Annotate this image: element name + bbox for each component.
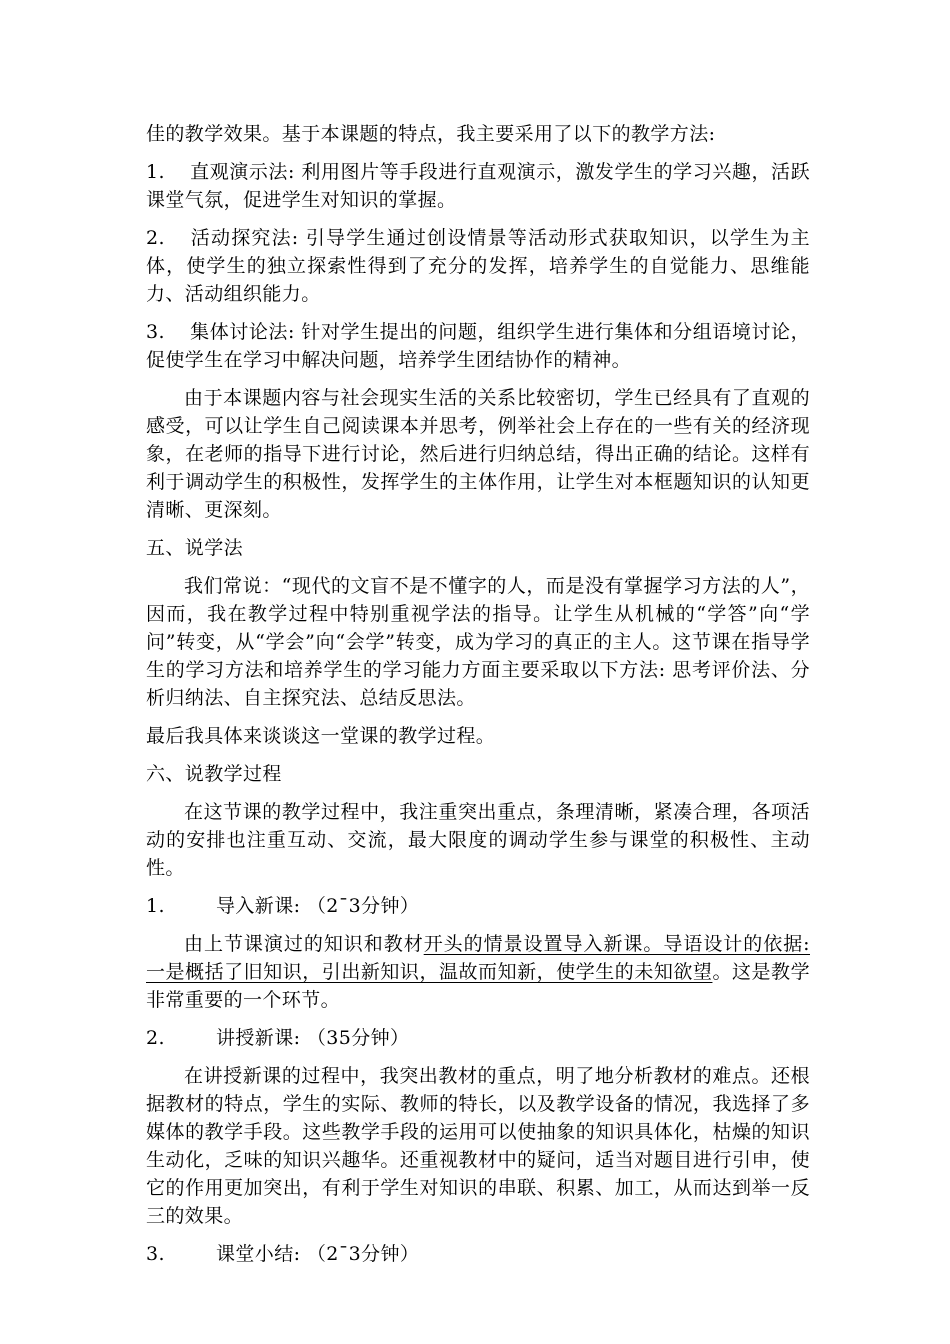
paragraph-teach-detail: 在讲授新课的过程中，我突出教材的重点，明了地分析教材的难点。还根据教材的特点，学生的实际、教师的特长，以及教学设备的情况，我选择了多媒体的教学手段。这些教学手段的运用可以使抽象的知识具体化，枯燥的知识生动化，乏味的知识兴趣华。还重视教材中的疑问，适当对题目进行引申，使它的作用更加突出，有利于学生对知识的串联、积累、加工，从而达到举一反三的效果。 <box>146 1065 810 1227</box>
text-plain: 由上节课演过的知识和教材 <box>184 933 424 955</box>
list-text: 集体讨论法: 针对学生提出的问题，组织学生进行集体和分组语境讨论，促使学生在学习中解决问题，培养学生团结协作的精神。 <box>146 321 810 371</box>
list-number: 1. <box>146 161 165 183</box>
step-heading-summary <box>146 1240 810 1268</box>
list-number: 2. <box>146 227 165 249</box>
text-plain: 。这是教学非常重要的一个环节。 <box>146 961 810 1011</box>
paragraph-transition: 最后我具体来谈谈这一堂课的教学过程。 <box>146 725 496 747</box>
list-text: 活动探究法: 引导学生通过创设情景等活动形式获取知识，以学生为主体，使学生的独立探索性得到了充分的发挥，培养学生的自觉能力、思维能力、活动组织能力。 <box>146 227 810 305</box>
paragraph-reasoning: 由于本课题内容与社会现实生活的关系比较密切，学生已经具有了直观的感受，可以让学生自己阅读课本并思考，例举社会上存在的一些有关的经济现象，在老师的指导下进行讨论，然后进行归纳总结，得出正确的结论。这样有利于调动学生的积极性，发挥学生的主体作用，让学生对本框题知识的认知更清晰、更深刻。 <box>146 387 810 521</box>
paragraph-process-overview: 在这节课的教学过程中，我注重突出重点，条理清晰，紧凑合理，各项活动的安排也注重互动、交流，最大限度的调动学生参与课堂的积极性、主动性。 <box>146 801 810 879</box>
section-heading-study-method: 五、说学法 <box>146 537 244 559</box>
list-number: 2. <box>146 1027 165 1049</box>
step-text: 导入新课: （2¯3分钟） <box>216 895 420 917</box>
step-heading-teach <box>146 1024 810 1052</box>
step-text: 课堂小结: （2¯3分钟） <box>216 1243 420 1265</box>
list-item-method-3 <box>146 318 810 374</box>
list-text: 直观演示法: 利用图片等手段进行直观演示，激发学生的学习兴趣，活跃课堂气氛，促进学生对知识的掌握。 <box>146 161 810 211</box>
paragraph-intro-detail <box>146 930 810 1014</box>
list-number: 3. <box>146 321 165 343</box>
step-text: 讲授新课: （35分钟） <box>216 1027 410 1049</box>
paragraph-methods-intro: 佳的教学效果。基于本课题的特点，我主要采用了以下的教学方法: <box>146 123 716 145</box>
paragraph-study-method: 我们常说：“现代的文盲不是不懂字的人，而是没有掌握学习方法的人”，因而，我在教学过程中特别重视学法的指导。让学生从机械的“学答”向“学问”转变，从“学会”向“会学”转变，成为学习的真正的主人。这节课在指导学生的学习方法和培养学生的学习能力方面主要采取以下方法: 思考评价法、分析归纳法、自主探究法、总结反思法。 <box>146 575 810 709</box>
list-number: 1. <box>146 895 165 917</box>
section-heading-teaching-process: 六、说教学过程 <box>146 763 282 785</box>
list-number: 3. <box>146 1243 165 1265</box>
text-underlined: 开头的情景设置导入新课。导语设计的依据: 一是概括了旧知识，引出新知识，温故而知新，使学生的未知欲望 <box>146 933 810 983</box>
list-item-method-2 <box>146 224 810 308</box>
list-item-method-1 <box>146 158 810 214</box>
step-heading-intro <box>146 892 810 920</box>
document-body <box>146 120 810 1268</box>
